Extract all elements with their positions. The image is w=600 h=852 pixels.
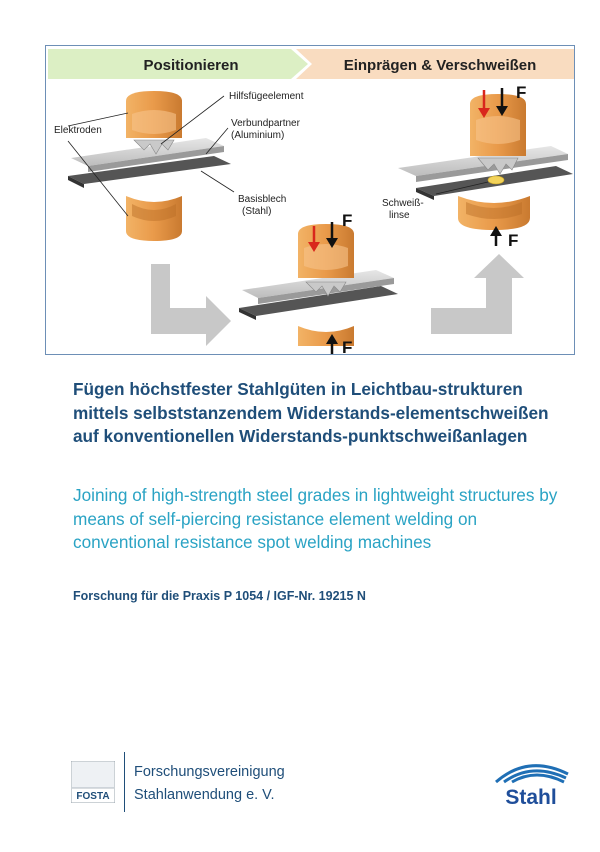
org-name-line1: Forschungsvereinigung — [134, 764, 285, 780]
label-electrodes: Elektroden — [54, 125, 102, 136]
footer-divider — [124, 752, 125, 812]
stage-1-positioning — [54, 91, 304, 241]
force-label-2a: F — [342, 211, 353, 230]
fosta-logo — [71, 761, 115, 803]
label-nugget-1: Schweiß- — [382, 198, 424, 209]
title-english: Joining of high-strength steel grades in lightweight structures by means of self-piercing resistance element welding on conventional resistance spot welding machines — [73, 485, 558, 552]
label-base-1: Basisblech — [238, 194, 287, 205]
title-german: Fügen höchstfester Stahlgüten in Leichtbau-strukturen mittels selbststanzendem Widerstands-elementschweißen auf konventionellen Widerstands-punktschweißanlagen — [73, 379, 549, 446]
header-right-text: Einprägen & Verschweißen — [343, 57, 537, 74]
org-name-line2: Stahlanwendung e. V. — [134, 787, 275, 803]
force-label-3b: F — [508, 231, 519, 250]
label-aux-element: Hilfsfügeelement — [229, 91, 304, 102]
gray-arrow-2-foot — [431, 308, 512, 334]
label-nugget-2: linse — [389, 210, 410, 221]
fosta-logo-text: FOSTA — [76, 791, 110, 802]
weld-nugget — [488, 176, 504, 184]
process-figure — [45, 45, 575, 355]
header-left-text: Positionieren — [143, 57, 239, 74]
process-diagram — [46, 46, 575, 355]
force-label-2b: F — [342, 338, 353, 356]
stage-2-embossing — [239, 211, 398, 355]
label-partner-2: (Aluminium) — [231, 130, 285, 141]
gray-arrow-1 — [151, 264, 231, 346]
stahl-logo — [488, 752, 574, 808]
label-base-2: (Stahl) — [242, 206, 272, 217]
label-partner-1: Verbundpartner — [231, 118, 300, 129]
force-label-3a: F — [516, 83, 527, 102]
series-number: Forschung für die Praxis P 1054 / IGF-Nr. 19215 N — [73, 589, 366, 603]
stahl-logo-text: Stahl — [505, 786, 557, 808]
stage-3-welding — [382, 83, 573, 250]
